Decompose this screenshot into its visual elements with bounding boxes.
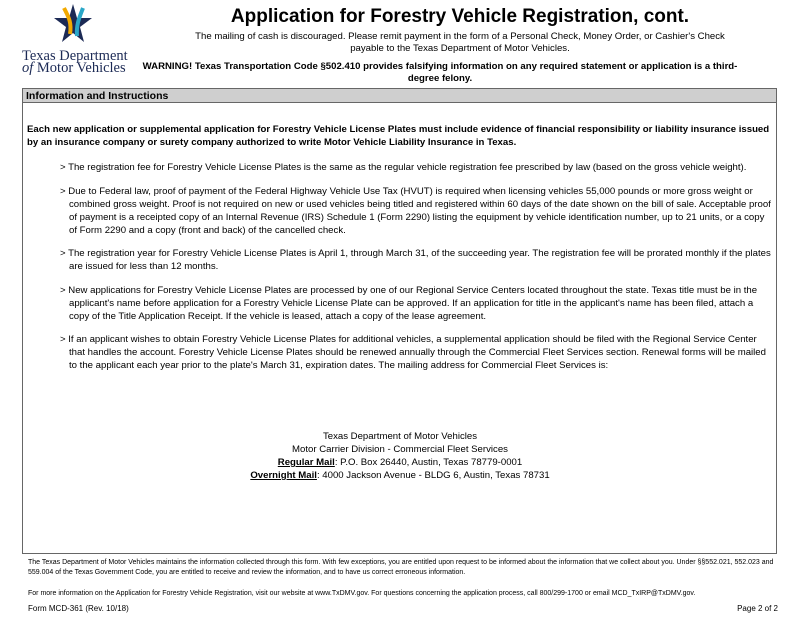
- insurance-requirement-text: Each new application or supplemental application for Forestry Vehicle License Plates must include evidence of financial responsibility or liability insurance issued by an insurance company or surety company authorized to write Motor Vehicle Liability Insurance in Texas.: [27, 124, 770, 148]
- instruction-list: [60, 161, 774, 383]
- mailing-notice: The mailing of cash is discouraged. Please remit payment in the form of a Personal Check, Money Order, or Cashier's Check payable to the Texas Department of Motor Vehicles.: [195, 31, 725, 54]
- instruction-item: > If an applicant wishes to obtain Forestry Vehicle License Plates for additional vehicles, a supplemental application should be filed with the Regional Service Center that handles the account. Forestry Vehicle License Plates should be renewed annually through the Commercial Fleet Services section. Renewal forms will be mailed to the applicant each year prior to the plate's March 31, expiration dates. The mailing address for Commercial Fleet Services is:: [60, 334, 766, 371]
- regular-mail-line: Regular Mail: P.O. Box 26440, Austin, Texas 78779-0001: [277, 457, 523, 468]
- mailing-address: [200, 430, 600, 482]
- contact-info: For more information on the Application for Forestry Vehicle Registration, visit our website at www.TxDMV.gov. For questions concerning the application process, call 800/299-1700 or email MCD_TxIRP@TxDMV.gov.: [28, 590, 696, 597]
- txdmv-logo: [22, 2, 132, 74]
- overnight-mail-line: Overnight Mail: 4000 Jackson Avenue - BLDG 6, Austin, Texas 78731: [250, 470, 550, 481]
- form-number: Form MCD-361 (Rev. 10/18): [28, 604, 129, 613]
- instruction-item: > The registration fee for Forestry Vehicle License Plates is the same as the regular vehicle registration fee prescribed by law (based on the gross vehicle weight).: [60, 162, 747, 173]
- felony-warning: WARNING! Texas Transportation Code §502.410 provides falsifying information on any required statement or application is a third-degree felony.: [142, 61, 738, 84]
- page-number: Page 2 of 2: [737, 604, 778, 613]
- instruction-item: > Due to Federal law, proof of payment of the Federal Highway Vehicle Use Tax (HVUT) is required when licensing vehicles 55,000 pounds or more gross weight or combined gross weight. Proof is not required on new or used vehicles being titled and registered within 60 days of the date shown on the bill of sale. Acceptable proof of payment is a receipted copy of an Internal Revenue (IRS) Schedule 1 (Form 2290) listing the equipment by vehicle identification number, up to 21 units, or a copy of Form 2290 and a copy (front and back) of the cancelled check.: [60, 185, 771, 236]
- section-header: Information and Instructions: [22, 88, 777, 103]
- page-title: Application for Forestry Vehicle Registration, cont.: [230, 6, 690, 27]
- star-logo-icon: [50, 2, 96, 46]
- logo-text-line2: of Motor Vehicles: [22, 60, 126, 76]
- instruction-item: > The registration year for Forestry Vehicle License Plates is April 1, through March 31, of the succeeding year. The registration fee will be prorated monthly if the plates are issued for less than 12 months.: [60, 248, 771, 272]
- address-line1: Texas Department of Motor Vehicles: [322, 431, 478, 442]
- logo-text-line1: Texas Department: [22, 48, 128, 64]
- privacy-notice: The Texas Department of Motor Vehicles maintains the information collected through this form. With few exceptions, you are entitled upon request to be informed about the information that we collect about you. Under §§552.021, 552.023 and 559.004 of the Texas Government Code, you are entitled to receive and review the information, and to have us correct erroneous information.: [28, 559, 774, 576]
- address-line2: Motor Carrier Division - Commercial Fleet Services: [292, 444, 508, 455]
- instruction-item: > New applications for Forestry Vehicle License Plates are processed by one of our Regional Service Centers located throughout the state. Texas title must be in the applicant's name before application for a Forestry Vehicle License Plate can be approved. If an application for title in the applicant's name has been filed, attach a copy of the Title Application Receipt. If the vehicle is leased, attach a copy of the lease agreement.: [60, 284, 758, 322]
